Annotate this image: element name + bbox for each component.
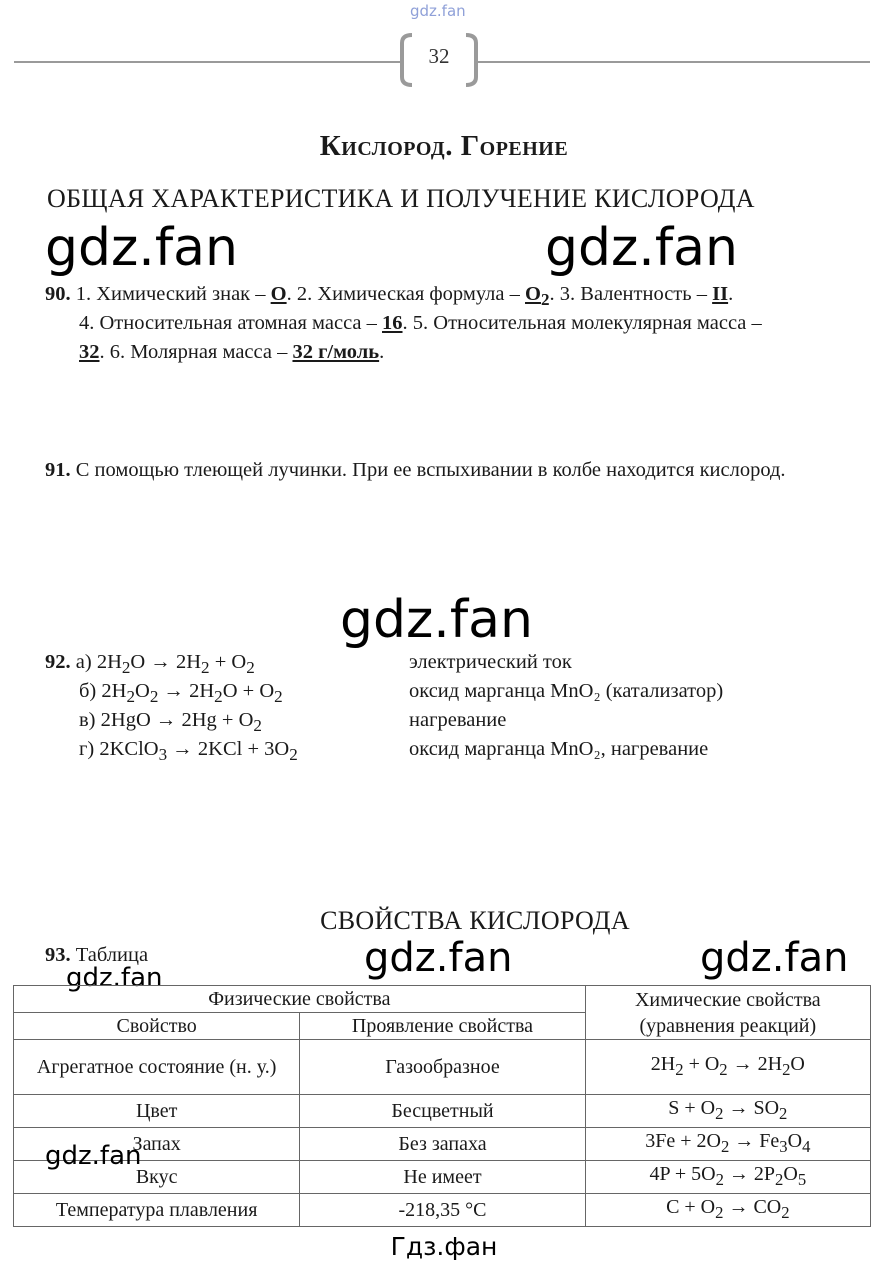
answer: O [270,283,287,305]
task-90-line-1: 90. 1. Химический знак – O. 2. Химическая формула – $O_2$. 3. Валентность – II. [45,283,734,310]
watermark: gdz.fan [700,935,849,981]
table-row [14,1095,871,1128]
header-property: Свойство [14,1013,300,1040]
property-cell: Агрегатное состояние (н. у.) [14,1040,300,1095]
equation-cell: $C + O_2 \to CO_2$ [585,1194,870,1227]
task-number: 93. [45,944,71,966]
table-row [14,1040,871,1095]
answer: 16 [382,312,403,334]
value-cell: -218,35 °C [300,1194,585,1227]
watermark: gdz.fan [66,963,163,993]
equation-cell: $4P + 5O_2 \to 2P_2O_5$ [585,1161,870,1194]
reaction-b-condition: оксид марганца MnO₂ (катализатор) [409,680,724,702]
reaction-d: г) 2KClO$_3$ → $2KCl + 3O_2$ [79,738,298,765]
value-cell: Бесцветный [300,1095,585,1128]
watermark: gdz.fan [340,590,533,650]
oxygen-properties-table [13,985,871,1227]
site-mark: gdz.fan [410,2,466,20]
equation-cell: $2H_2 + O_2 \to 2H_2O$ [585,1040,870,1095]
header-rule-right [476,61,870,63]
reaction-a: 92. а) $2H_2O \to 2H_2 + O_2$ [45,651,255,678]
task-93: 93. Таблица [45,944,149,966]
property-cell: Цвет [14,1095,300,1128]
task-91 [45,456,871,485]
header-manifestation: Проявление свойства [300,1013,585,1040]
task-91-text: С помощью тлеющей лучинки. При ее вспыхивании в колбе находится кислород. [70,459,786,481]
table-row [14,1128,871,1161]
reaction-c-condition: нагревание [409,709,507,731]
equation-cell: $3Fe + 2O_2 \to Fe_3O_4$ [585,1128,870,1161]
reaction-b: б) $2H_2O_2 \to 2H_2O + O_2$ [79,680,283,707]
reaction-d-condition: оксид марганца MnO₂, нагревание [409,738,709,760]
header-physical: Физические свойства [14,986,586,1013]
task-90-line-2: 4. Относительная атомная масса – 16. 5. Относительная молекулярная масса – [79,312,762,334]
answer: $O_2$ [525,283,550,310]
answer: 32 г/моль [292,341,380,363]
table-header-row [14,986,871,1013]
reaction-a-condition: электрический ток [409,651,572,673]
value-cell: Без запаха [300,1128,585,1161]
table-row [14,1194,871,1227]
task-number: 91. [45,459,71,481]
task-90-line-3: 32. 6. Молярная масса – 32 г/моль. [79,341,385,363]
page-title: Кислород. Горение [319,130,569,162]
value-cell: Не имеет [300,1161,585,1194]
task-number: 90. [45,283,71,305]
task-number: 92. [45,651,71,673]
section-heading-properties: СВОЙСТВА КИСЛОРОДА [320,906,630,935]
header-rule-left [14,61,402,63]
property-cell: Вкус [14,1161,300,1194]
answer: 32 [79,341,100,363]
watermark: gdz.fan [364,935,513,981]
value-cell: Газообразное [300,1040,585,1095]
watermark: gdz.fan [45,218,238,278]
answer: II [712,283,729,305]
watermark: gdz.fan [545,218,738,278]
page-number: 32 [428,44,450,68]
property-cell: Температура плавления [14,1194,300,1227]
watermark: gdz.fan [45,1141,142,1171]
property-cell: Запах [14,1128,300,1161]
table-row [14,1161,871,1194]
equation-cell: $S + O_2 \to SO_2$ [585,1095,870,1128]
reaction-c: в) $2HgO \to 2Hg + O_2$ [79,709,262,736]
section-heading-general: ОБЩАЯ ХАРАКТЕРИСТИКА И ПОЛУЧЕНИЕ КИСЛОРОДА [47,184,755,213]
footer-site-name: Гдз.фан [390,1232,498,1261]
header-chemical: Химические свойства (уравнения реакций) [585,986,870,1040]
